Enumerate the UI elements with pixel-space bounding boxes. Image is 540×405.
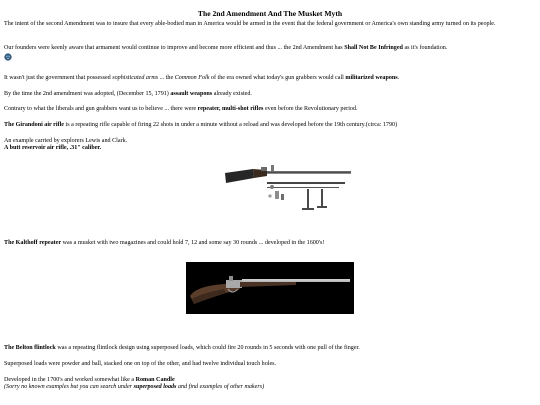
paragraph-common-folk bbox=[4, 75, 536, 82]
paragraph-repeaters bbox=[4, 106, 536, 113]
paragraph-belton bbox=[4, 345, 536, 352]
kalthoff-repeater: The Kalthoff repeater bbox=[4, 240, 62, 246]
shall-not-be-infringed: Shall Not Be Infringed bbox=[344, 45, 403, 51]
kalthoff-text: was a musket with two magazines and could hold 7, 12 and some say 30 rounds ... developed in the 1600's! bbox=[61, 240, 325, 246]
common-folk-text-2: ... the bbox=[158, 75, 175, 81]
girandoni-text: is a repeating rifle capable of firing 22 shots in under a minute without a reload and was developed before the 19th century.(circa: 1790) bbox=[63, 122, 398, 128]
paragraph-kalthoff bbox=[4, 240, 536, 247]
repeaters-text: Contrary to what the liberals and gun grabbers want us to believe ... there were bbox=[4, 106, 198, 112]
belton-flintlock: The Belton flintlock bbox=[4, 345, 56, 351]
founders-text-end: as it's foundation. bbox=[402, 45, 448, 51]
adoption-text: By the time the 2nd amendment was adopted, (December 15, 1791) bbox=[4, 91, 171, 97]
roman-candle: Roman Candle bbox=[135, 377, 175, 383]
paragraph-roman-candle bbox=[4, 377, 536, 391]
militarized-weapons: militarized weapons bbox=[345, 75, 398, 81]
paragraph-superposed: Superposed loads were powder and ball, stacked one on top of the other, and had twelve individual touch holes. bbox=[4, 361, 277, 367]
girandoni-rifle-drawing bbox=[223, 156, 353, 214]
belton-text: was a repeating flintlock design using superposed loads, which could fire 20 rounds in 5 seconds with one pull of the finger. bbox=[55, 345, 360, 351]
sophisticated-arms: sophisticated arms bbox=[112, 75, 159, 81]
lewis-clark-caption: An example carried by explorers Lewis and Clark. bbox=[4, 138, 128, 144]
girandoni-rifle-image bbox=[223, 156, 353, 214]
article bbox=[4, 0, 536, 391]
paragraph-girandoni bbox=[4, 122, 536, 129]
common-folk: Common Folk bbox=[174, 75, 210, 81]
superposed-loads: superposed loads bbox=[133, 384, 177, 391]
paragraph-adoption bbox=[4, 91, 536, 98]
girandoni-air-rifle: The Girandoni air rifle bbox=[4, 122, 64, 128]
page-title: The 2nd Amendment And The Musket Myth bbox=[197, 9, 343, 18]
common-folk-text-3: of the era owned what today's gun grabbers would call bbox=[209, 75, 346, 81]
paragraph-intent: The intent of the second Amendment was to insure that every able-bodied man in America would be armed in the event that the federal government or America's own standing army turned on its people. bbox=[4, 21, 496, 27]
smiley-row bbox=[4, 53, 536, 63]
common-folk-text-end: . bbox=[397, 75, 400, 81]
repeaters-text-end: even before the Revolutionary period. bbox=[263, 106, 358, 112]
assault-weapons: assault weapons bbox=[170, 91, 213, 97]
common-folk-text: It wasn't just the government that possessed bbox=[4, 75, 113, 81]
paragraph-lewis-clark bbox=[4, 138, 536, 152]
butt-reservoir-caption: A butt reservoir air rifle, .31" caliber. bbox=[4, 145, 102, 152]
kalthoff-repeater-image bbox=[186, 262, 354, 314]
smiley-icon bbox=[4, 53, 12, 61]
adoption-text-end: already existed. bbox=[212, 91, 252, 97]
kalthoff-musket-drawing bbox=[186, 262, 354, 314]
repeater-rifles: repeater, multi-shot rifles bbox=[197, 106, 264, 112]
founders-text: Our founders were keenly aware that armament would continue to improve and become more efficient and thus ... the 2nd Amendment has bbox=[4, 45, 345, 51]
paragraph-founders bbox=[4, 45, 536, 52]
note-text: (Sorry no known examples but you can search under bbox=[4, 384, 134, 391]
roman-candle-text: Developed in the 1700's and worked somewhat like a bbox=[4, 377, 136, 383]
note-text-end: and find examples of other makers) bbox=[176, 384, 265, 391]
